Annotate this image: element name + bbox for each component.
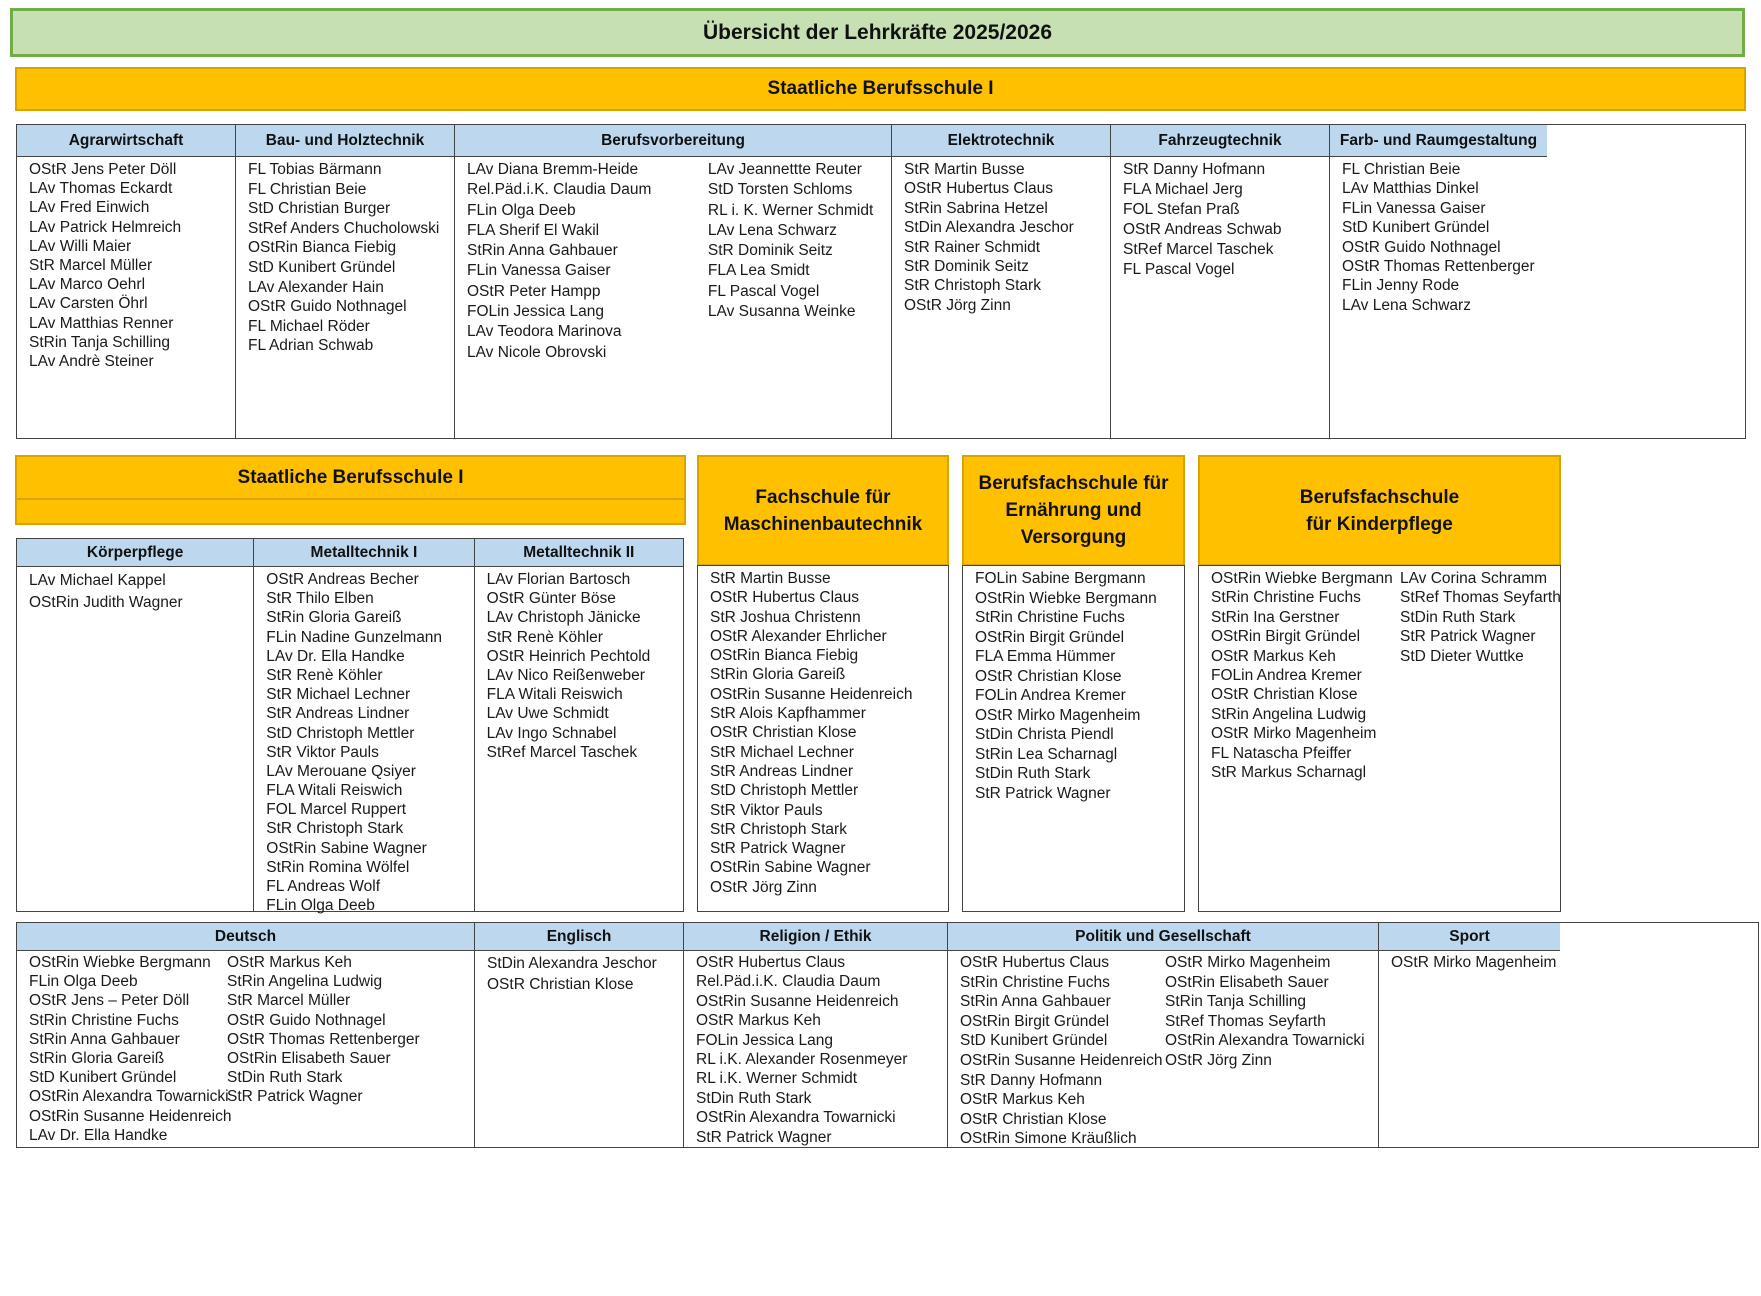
teacher-name: FLA Witali Reiswich (486, 686, 623, 704)
teacher-name-column (29, 953, 232, 1145)
teacher-name: StR Thilo Elben (266, 590, 374, 608)
teacher-names (17, 951, 474, 1145)
teacher-names (17, 567, 253, 613)
teacher-name: Rel.Päd.i.K. Claudia Daum (467, 181, 652, 199)
teacher-names (254, 567, 473, 915)
teacher-name: StR Danny Hofmann (1123, 161, 1266, 178)
bfs-ernaehrung-label-line1: Berufsfachschule für (978, 473, 1169, 494)
teacher-name: Rel.Päd.i.K. Claudia Daum (696, 973, 881, 991)
teacher-name: StR Martin Busse (710, 570, 831, 587)
column-englisch (475, 923, 684, 1147)
teacher-name: StD Torsten Schloms (707, 181, 853, 199)
teacher-name: FL Natascha Pfeiffer (1211, 744, 1352, 762)
teacher-name: StD Kunibert Gründel (248, 258, 396, 276)
column-header-metalltechnik-ii: Metalltechnik II (475, 539, 683, 567)
teacher-name: FL Pascal Vogel (707, 282, 820, 300)
fachschule-list (697, 565, 949, 912)
teacher-name: StRef Marcel Taschek (1123, 241, 1274, 258)
teacher-name: StRef Marcel Taschek (486, 743, 638, 761)
teacher-name: StR Christoph Stark (266, 820, 404, 838)
teacher-name: OStR Hubertus Claus (960, 954, 1110, 971)
teacher-name: OStRin Susanne Heidenreich (960, 1051, 1163, 1069)
teacher-name: OStRin Simone Kräußlich (960, 1130, 1137, 1148)
teacher-name: StDin Ruth Stark (1400, 608, 1516, 626)
teacher-name: OStR Mirko Magenheim (975, 706, 1141, 724)
teacher-name-column (1123, 160, 1282, 280)
teacher-name: OStRin Sabine Wagner (266, 839, 427, 857)
school1-departments-table (16, 124, 1746, 439)
teacher-names (963, 566, 1184, 803)
teacher-names (475, 567, 683, 762)
teacher-name: StR Alois Kapfhammer (710, 705, 866, 723)
teacher-name: LAv Andrè Steiner (29, 352, 154, 370)
teacher-name: OStR Peter Hampp (467, 282, 601, 300)
teacher-name: FL Michael Röder (248, 317, 370, 335)
teacher-name: StR Renè Köhler (486, 628, 603, 646)
school2-departments-table (16, 538, 684, 915)
teacher-name: OStR Markus Keh (960, 1091, 1085, 1109)
teacher-name-column (1391, 953, 1556, 972)
teacher-name-column (487, 570, 651, 762)
teacher-name: StR Christoph Stark (904, 277, 1041, 295)
fachschule-banner (697, 455, 949, 566)
teacher-name: LAv Dr. Ella Handke (29, 1126, 168, 1144)
bfs-kinderpflege-label-line2: für Kinderpflege (1306, 513, 1453, 535)
teacher-name: StR Michael Lechner (266, 686, 411, 704)
teacher-name: OStR Markus Keh (1211, 647, 1336, 665)
teacher-name: LAv Lena Schwarz (1342, 296, 1471, 314)
teacher-name: OStR Heinrich Pechtold (486, 647, 651, 665)
teacher-name: StDin Christa Piendl (975, 726, 1114, 743)
teacher-name: StRin Tanja Schilling (1165, 993, 1307, 1011)
teacher-name: RL i.K. Werner Schmidt (696, 1070, 858, 1088)
teacher-name: StD Kunibert Gründel (29, 1069, 177, 1087)
teacher-name: OStR Hubertus Claus (696, 954, 846, 971)
teacher-name: StD Christoph Mettler (710, 782, 859, 800)
teacher-name: OStR Mirko Magenheim (1391, 954, 1557, 971)
teacher-name: OStR Jens Peter Döll (29, 161, 177, 178)
teacher-name: FL Andreas Wolf (266, 878, 381, 895)
teacher-name: OStR Guido Nothnagel (227, 1011, 386, 1029)
teacher-name: StRin Tanja Schilling (29, 333, 171, 351)
teacher-name: OStRin Alexandra Towarnicki (29, 1088, 229, 1106)
teacher-name: FL Pascal Vogel (1123, 261, 1235, 278)
teacher-name: OStR Markus Keh (227, 954, 352, 971)
teacher-name: FLin Olga Deeb (29, 973, 138, 991)
column-header-farb-und-raumgestaltung: Farb- und Raumgestaltung (1330, 125, 1547, 157)
teacher-name: OStRin Birgit Gründel (960, 1012, 1110, 1030)
teacher-name: LAv Matthias Renner (29, 314, 174, 332)
teacher-name: FLA Emma Hümmer (975, 648, 1116, 665)
teacher-names (698, 566, 948, 897)
teacher-name: StR Patrick Wagner (710, 840, 846, 858)
teacher-name: LAv Willi Maier (29, 237, 132, 255)
column-header-sport: Sport (1379, 923, 1560, 951)
teacher-name: StRin Angelina Ludwig (1211, 705, 1367, 723)
teacher-name: RL i. K. Werner Schmidt (707, 201, 874, 219)
column-berufsvorbereitung (455, 125, 892, 438)
teacher-name: StR Michael Lechner (710, 743, 854, 761)
teacher-name-column (487, 953, 657, 995)
teacher-name: StRin Gloria Gareiß (266, 609, 402, 627)
teacher-name: StD Kunibert Gründel (1342, 219, 1490, 237)
teacher-name: StR Viktor Pauls (266, 743, 379, 761)
teacher-name: StR Danny Hofmann (960, 1071, 1103, 1089)
column-header-deutsch: Deutsch (17, 923, 474, 951)
teacher-name-column (696, 953, 907, 1147)
teacher-name: OStR Guido Nothnagel (248, 298, 407, 316)
teacher-name: OStR Jörg Zinn (1165, 1051, 1272, 1069)
teacher-name: StR Viktor Pauls (710, 801, 823, 819)
teacher-name: LAv Alexander Hain (248, 278, 384, 296)
teacher-name: FOLin Jessica Lang (467, 303, 604, 321)
teacher-name: FL Christian Beie (248, 180, 367, 198)
teacher-name: StR Marcel Müller (29, 256, 153, 274)
teacher-name: StRef Thomas Seyfarth (1400, 589, 1561, 607)
column-fahrzeugtechnik (1111, 125, 1330, 438)
teacher-name: OStR Jörg Zinn (710, 878, 817, 896)
teacher-name: FLin Olga Deeb (266, 897, 375, 915)
teacher-name: StD Christian Burger (248, 200, 391, 218)
teacher-name: StR Christoph Stark (710, 820, 847, 838)
teacher-name: FLA Lea Smidt (707, 262, 810, 280)
teacher-names (948, 951, 1378, 1149)
column-header-elektrotechnik: Elektrotechnik (892, 125, 1110, 157)
column-header-englisch: Englisch (475, 923, 683, 951)
teacher-name: FLin Vanessa Gaiser (1342, 199, 1486, 217)
teacher-name: OStR Jörg Zinn (904, 296, 1011, 314)
teacher-name: StRin Anna Gahbauer (467, 242, 618, 260)
teacher-name: StR Dominik Seitz (707, 242, 833, 260)
teacher-name-column (975, 569, 1157, 803)
teacher-name: StR Patrick Wagner (1400, 628, 1536, 646)
teacher-name: FL Tobias Bärmann (248, 161, 382, 178)
teacher-name: StR Markus Scharnagl (1211, 763, 1367, 781)
teacher-name: OStRin Susanne Heidenreich (710, 685, 913, 703)
teacher-name: LAv Florian Bartosch (486, 571, 631, 588)
teacher-name: FLin Jenny Rode (1342, 277, 1460, 295)
teacher-name: LAv Uwe Schmidt (486, 705, 609, 723)
column-metalltechnik-i (254, 539, 474, 915)
teacher-name: StRef Anders Chucholowski (248, 219, 440, 237)
teacher-name: LAv Merouane Qsiyer (266, 762, 416, 780)
teacher-name: OStR Mirko Magenheim (1165, 954, 1331, 971)
teacher-name-column (1211, 569, 1400, 782)
column-header-berufsvorbereitung: Berufsvorbereitung (455, 125, 891, 157)
teacher-names (892, 157, 1110, 315)
teacher-name: RL i.K. Alexander Rosenmeyer (696, 1050, 908, 1068)
column-körperpflege (17, 539, 254, 911)
fachschule-label-line2: Maschinenbautechnik (723, 513, 923, 535)
teacher-names (475, 951, 683, 995)
teacher-name: OStR Christian Klose (960, 1110, 1107, 1128)
teacher-name: OStR Hubertus Claus (904, 180, 1054, 198)
teacher-name: OStRin Susanne Heidenreich (696, 992, 899, 1010)
teacher-name-column (29, 160, 181, 371)
teacher-name: FOLin Andrea Kremer (975, 687, 1126, 704)
teacher-name: StR Patrick Wagner (696, 1128, 832, 1146)
column-politik-und-gesellschaft (948, 923, 1379, 1147)
teacher-name: LAv Matthias Dinkel (1342, 180, 1479, 198)
teacher-name: FOLin Andrea Kremer (1211, 666, 1362, 684)
teacher-name: LAv Thomas Eckardt (29, 180, 173, 198)
teacher-name-column (266, 570, 442, 915)
teacher-name: OStR Thomas Rettenberger (227, 1030, 420, 1048)
bfs-kinderpflege-label-line1: Berufsfachschule (1299, 486, 1460, 508)
teacher-name: LAv Nicole Obrovski (467, 343, 607, 361)
teacher-name-column (710, 569, 912, 897)
teacher-names (236, 157, 454, 356)
bfs-ernaehrung-label-line2: Ernährung und Versorgung (1005, 500, 1142, 548)
teacher-name: FOLin Sabine Bergmann (975, 570, 1146, 587)
teacher-names (455, 157, 891, 363)
column-metalltechnik-ii (475, 539, 683, 911)
teacher-name: FLA Michael Jerg (1123, 181, 1243, 198)
teacher-name: OStRin Bianca Fiebig (248, 239, 397, 257)
teacher-name: StR Andreas Lindner (710, 762, 854, 780)
teacher-name: OStR Hubertus Claus (710, 589, 860, 607)
page-title: Übersicht der Lehrkräfte 2025/2026 (10, 8, 1745, 57)
teacher-name: StRin Anna Gahbauer (960, 993, 1111, 1011)
bfs-kinderpflege-banner (1198, 455, 1561, 566)
teacher-name-column (227, 953, 457, 1145)
teacher-name: StDin Ruth Stark (696, 1089, 812, 1107)
school-banner-top (15, 67, 1746, 111)
column-farb-und-raumgestaltung (1330, 125, 1547, 438)
teacher-name: LAv Nico Reißenweber (486, 666, 645, 684)
teacher-name: OStRin Birgit Gründel (975, 628, 1125, 646)
teacher-name: StR Patrick Wagner (975, 784, 1111, 802)
school-banner-left-blank-row (15, 498, 686, 525)
teacher-name: OStR Markus Keh (696, 1012, 821, 1030)
teacher-name: OStRin Birgit Gründel (1211, 628, 1361, 646)
teacher-name: LAv Fred Einwich (29, 199, 150, 217)
teacher-name: OStR Christian Klose (710, 724, 857, 742)
column-sport (1379, 923, 1560, 1147)
column-agrarwirtschaft (17, 125, 236, 438)
teacher-name: StRin Sabrina Hetzel (904, 199, 1048, 217)
teacher-name: OStR Christian Klose (1211, 686, 1358, 704)
teacher-name: OStRin Susanne Heidenreich (29, 1107, 232, 1125)
teacher-name: StRin Anna Gahbauer (29, 1030, 180, 1048)
column-deutsch (17, 923, 475, 1147)
teacher-name: LAv Lena Schwarz (707, 221, 837, 239)
column-header-bau-und-holztechnik: Bau- und Holztechnik (236, 125, 454, 157)
teacher-name: OStR Andreas Schwab (1123, 221, 1282, 238)
column-header-fahrzeugtechnik: Fahrzeugtechnik (1111, 125, 1329, 157)
bfs-ernaehrung-list (962, 565, 1185, 912)
teacher-name: StR Marcel Müller (227, 992, 351, 1010)
teacher-name: LAv Patrick Helmreich (29, 218, 182, 236)
teacher-name-column (248, 160, 439, 356)
teacher-name: OStRin Sabine Wagner (710, 859, 871, 877)
teacher-name: FOL Stefan Praß (1123, 201, 1240, 218)
teacher-name-column (1400, 569, 1560, 782)
teacher-names (1111, 157, 1329, 280)
teacher-name: FLin Vanessa Gaiser (467, 262, 611, 280)
teacher-name: LAv Michael Kappel (29, 572, 166, 589)
teacher-name-column (1342, 160, 1535, 315)
teacher-name: OStR Alexander Ehrlicher (710, 627, 887, 645)
teacher-name: OStR Günter Böse (486, 590, 616, 608)
teacher-name: LAv Marco Oehrl (29, 276, 146, 294)
teacher-name: StDin Ruth Stark (975, 765, 1091, 782)
school-banner-left (15, 455, 686, 499)
teacher-name: FL Adrian Schwab (248, 337, 374, 355)
teacher-name: LAv Susanna Weinke (707, 303, 856, 321)
teacher-name: LAv Carsten Öhrl (29, 295, 148, 313)
teacher-name: OStRin Alexandra Towarnicki (1165, 1032, 1365, 1050)
column-header-körperpflege: Körperpflege (17, 539, 253, 567)
teacher-name: OStR Christian Klose (975, 667, 1122, 685)
teacher-name: LAv Jeannettte Reuter (707, 161, 862, 178)
teacher-name: FL Christian Beie (1342, 161, 1461, 178)
teacher-name: StD Kunibert Gründel (960, 1032, 1108, 1050)
teacher-name: StRin Gloria Gareiß (29, 1049, 165, 1067)
teacher-name-column (904, 160, 1074, 315)
teacher-names (17, 157, 235, 371)
column-elektrotechnik (892, 125, 1111, 438)
teacher-name: StDin Alexandra Jeschor (904, 219, 1074, 237)
teacher-name: OStRin Wiebke Bergmann (975, 589, 1157, 607)
teacher-name: StR Rainer Schmidt (904, 238, 1041, 256)
teacher-name: LAv Ingo Schnabel (486, 724, 617, 742)
teacher-names (1379, 951, 1560, 972)
teacher-name: OStR Andreas Becher (266, 571, 419, 588)
column-header-metalltechnik-i: Metalltechnik I (254, 539, 473, 567)
column-religion-ethik (684, 923, 948, 1147)
teacher-name-column (1165, 953, 1375, 1149)
teacher-name: StRef Thomas Seyfarth (1165, 1012, 1326, 1030)
teacher-name: OStR Jens – Peter Döll (29, 992, 190, 1010)
teacher-name: OStRin Judith Wagner (29, 593, 183, 611)
column-bau-und-holztechnik (236, 125, 455, 438)
teacher-name: OStRin Wiebke Bergmann (1211, 570, 1393, 587)
teacher-names (1199, 566, 1560, 782)
teacher-name: LAv Corina Schramm (1400, 570, 1548, 587)
column-header-agrarwirtschaft: Agrarwirtschaft (17, 125, 235, 157)
teacher-name: FLA Witali Reiswich (266, 782, 403, 800)
teacher-name: StRin Christine Fuchs (1211, 589, 1361, 607)
teacher-name: StRin Gloria Gareiß (710, 666, 846, 684)
teacher-name: StR Renè Köhler (266, 666, 383, 684)
teacher-name: StR Joshua Christenn (710, 608, 861, 626)
bfs-ernaehrung-banner (962, 455, 1185, 566)
teacher-names (1330, 157, 1547, 315)
teacher-name-column (467, 160, 708, 363)
teacher-name: FOL Marcel Ruppert (266, 801, 407, 819)
teacher-name: OStR Christian Klose (487, 976, 634, 993)
teacher-name: LAv Dr. Ella Handke (266, 647, 405, 665)
teacher-name: StRin Romina Wölfel (266, 858, 410, 876)
teacher-name: OStR Guido Nothnagel (1342, 238, 1501, 256)
teacher-name: LAv Diana Bremm-Heide (467, 161, 639, 178)
school-banner-left-label: Staatliche Berufsschule I (237, 467, 464, 488)
teacher-name: StR Martin Busse (904, 161, 1025, 178)
teacher-name: StRin Christine Fuchs (960, 973, 1110, 991)
teacher-name: StR Dominik Seitz (904, 257, 1029, 275)
teacher-name: StRin Ina Gerstner (1211, 608, 1340, 626)
teacher-name-column (960, 953, 1165, 1149)
teacher-name-column (29, 570, 183, 613)
teacher-name: FOLin Jessica Lang (696, 1031, 833, 1049)
fachschule-label-line1: Fachschule für (755, 486, 891, 508)
bfs-kinderpflege-list (1198, 565, 1561, 912)
teacher-name: OStRin Wiebke Bergmann (29, 954, 211, 971)
teacher-name: FLin Nadine Gunzelmann (266, 628, 443, 646)
column-header-religion-ethik: Religion / Ethik (684, 923, 947, 951)
teacher-name: OStRin Elisabeth Sauer (1165, 973, 1329, 991)
column-header-politik-und-gesellschaft: Politik und Gesellschaft (948, 923, 1378, 951)
teacher-name: OStR Mirko Magenheim (1211, 725, 1377, 743)
teacher-names (684, 951, 947, 1147)
teacher-name: OStRin Bianca Fiebig (710, 647, 859, 665)
teacher-name: StDin Ruth Stark (227, 1069, 343, 1087)
teacher-name: OStR Thomas Rettenberger (1342, 257, 1535, 275)
teacher-name: FLA Sherif El Wakil (467, 221, 600, 239)
teacher-name: StDin Alexandra Jeschor (487, 955, 657, 972)
teacher-name: StRin Angelina Ludwig (227, 973, 383, 991)
teacher-name: FLin Olga Deeb (467, 201, 576, 219)
teacher-name: StD Dieter Wuttke (1400, 647, 1524, 665)
subjects-table (16, 922, 1759, 1148)
teacher-name: StD Christoph Mettler (266, 724, 415, 742)
school-banner-top-label: Staatliche Berufsschule I (767, 78, 994, 99)
teacher-name: LAv Christoph Jänicke (486, 609, 641, 627)
teacher-name: StR Patrick Wagner (227, 1088, 363, 1106)
teacher-name: StRin Lea Scharnagl (975, 745, 1118, 763)
teacher-name: StRin Christine Fuchs (29, 1011, 179, 1029)
teacher-name: LAv Teodora Marinova (467, 323, 622, 341)
teacher-name: StRin Christine Fuchs (975, 609, 1125, 626)
teacher-name: StR Andreas Lindner (266, 705, 410, 723)
teacher-name-column (708, 160, 891, 363)
teacher-name: OStRin Elisabeth Sauer (227, 1049, 391, 1067)
teacher-name: OStRin Alexandra Towarnicki (696, 1109, 896, 1127)
